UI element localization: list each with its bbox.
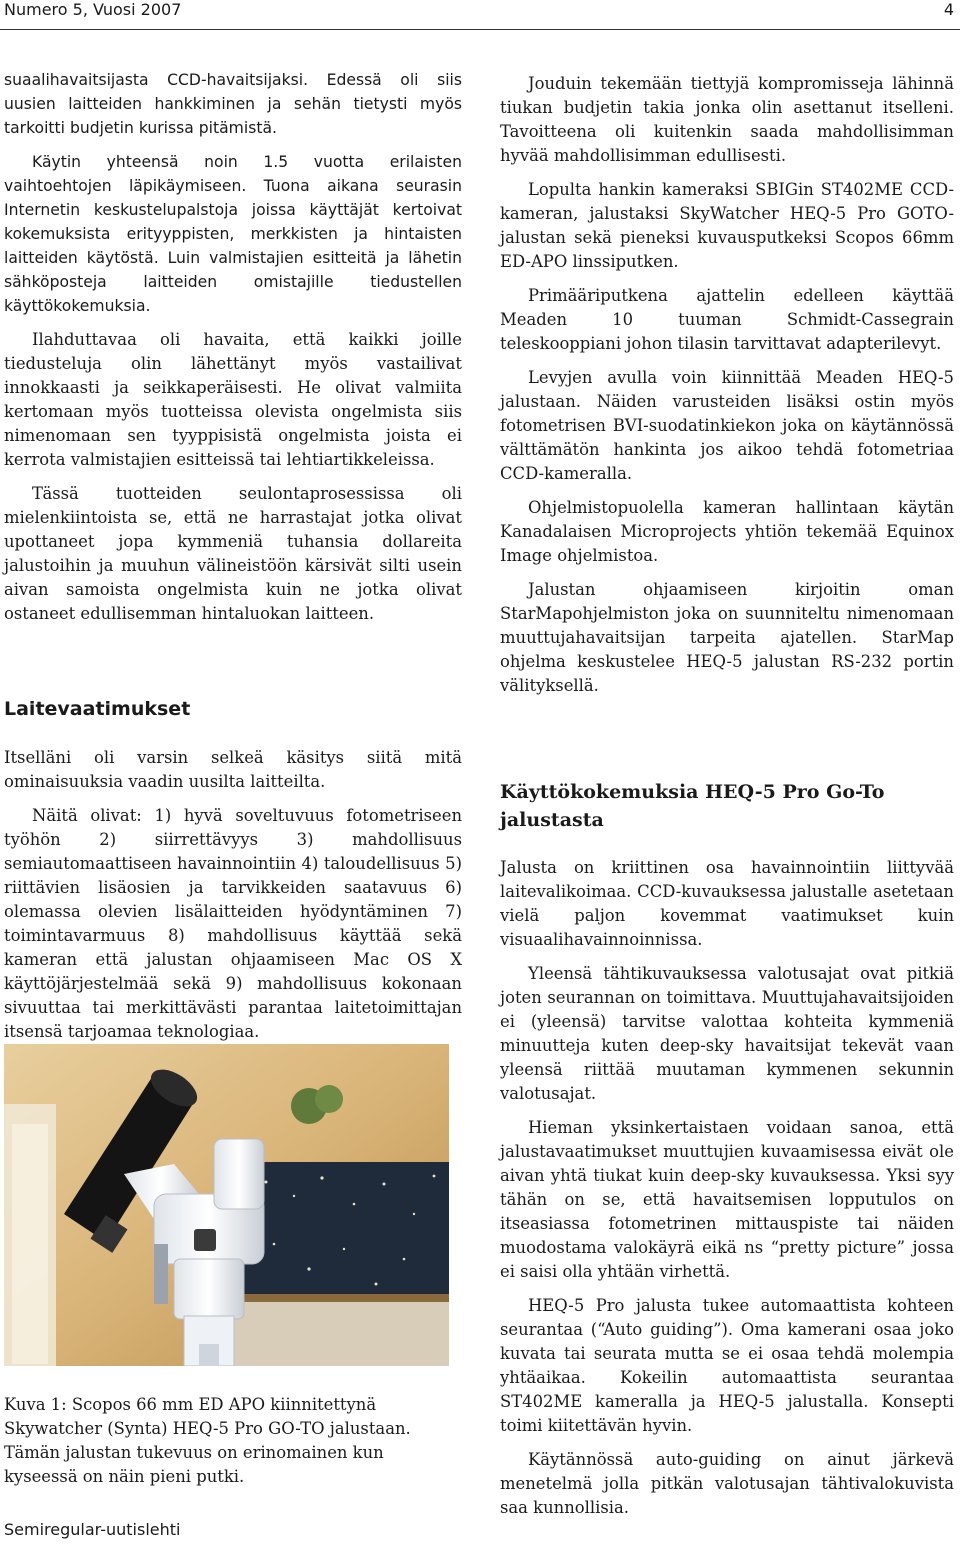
- paragraph: Tässä tuotteiden seulontaprosessissa oli mielenkiintoista se, että ne harrastajat jotka olivat upottaneet jopa kymmeniä tuhansia dollareita jalustoihin ja muuhun välineistöön kärsivät silti usein aivan samoista ongelmista kuin ne jotka olivat ostaneet edullisemman hintaluokan laitteen.: [4, 484, 462, 623]
- paragraph: Itselläni oli varsin selkeä käsitys siitä mitä ominaisuuksia vaadin uusilta laitteilta.: [4, 748, 462, 791]
- telescope-photo: [4, 1044, 449, 1366]
- paragraph: Levyjen avulla voin kiinnittää Meaden HEQ-5 jalustaan. Näiden varusteiden lisäksi ostin myös fotometrisen BVI-suodatinkiekon joka on käytännössä välttämätön hankinta jos aikoo tehdä fotometriaa CCD-kameralla.: [500, 368, 954, 483]
- figure-caption: [4, 1393, 462, 1499]
- paragraph: Käytin yhteensä noin 1.5 vuotta erilaisten vaihtoehtojen läpikäymiseen. Tuona aikana seurasin Internetin keskustelupalstoja joissa käyttäjät kertoivat kokemuksista erityyppisten, merkkisten ja hintaisten laitteiden käytöstä. Luin valmistajien esitteitä ja lähetin sähköposteja laitteiden omistajille tiedustellen käyttökokemuksia.: [4, 153, 462, 315]
- left-column: [4, 68, 462, 1054]
- right-column: [500, 72, 954, 1530]
- header-rule: [0, 29, 960, 30]
- section-heading-laitevaatimukset: Laitevaatimukset: [4, 698, 191, 720]
- paragraph: Jalustan ohjaamiseen kirjoitin oman StarMapohjelmiston joka on suunniteltu nimenomaan muuttujahavaitsijan tarpeita ajatellen. StarMap ohjelma keskustelee HEQ-5 jalustan RS-232 portin välityksellä.: [500, 580, 954, 695]
- paragraph: Ohjelmistopuolella kameran hallintaan käytän Kanadalaisen Microprojects yhtiön tekemää Equinox Image ohjelmistoa.: [500, 498, 954, 565]
- paragraph: Hieman yksinkertaistaen voidaan sanoa, että jalustavaatimukset muuttujien kuvaamisessa eivät ole aivan yhtä tiukat kuin deep-sky kuvauksessa. Yksi syy tähän on se, että havaitsemisen lopputulos on itseasiassa fotometrinen mittauspiste tai näiden muodostama valokäyrä eikä ns “pretty picture” jossa ei saisi olla yhtään virhettä.: [500, 1118, 954, 1281]
- footer-publication: Semiregular-uutislehti: [4, 1520, 181, 1539]
- issue-label: Numero 5, Vuosi 2007: [4, 0, 182, 19]
- running-header: [0, 0, 960, 24]
- page-number: 4: [943, 0, 954, 19]
- paragraph: Jalusta on kriittinen osa havainnointiin liittyvää laitevalikoimaa. CCD-kuvauksessa jalustalle asetetaan vielä paljon kovemmat vaatimukset kuin visuaalihavainnoinnissa.: [500, 858, 954, 949]
- telescope-photo-illustration: [4, 1044, 449, 1366]
- section-heading-kayttokokemuksia: Käyttökokemuksia HEQ-5 Pro Go-To jalustasta: [500, 781, 885, 831]
- paragraph: suaalihavaitsijasta CCD-havaitsijaksi. Edessä oli siis uusien laitteiden hankkiminen ja sehän tietysti myös tarkoitti budjetin kurissa pitämistä.: [4, 71, 462, 137]
- paragraph: Primääriputkena ajattelin edelleen käyttää Meaden 10 tuuman Schmidt-Cassegrain teleskooppiani johon tilasin tarvittavat adapterilevyt.: [500, 286, 954, 353]
- paragraph: Näitä olivat: 1) hyvä soveltuvuus fotometriseen työhön 2) siirrettävyys 3) mahdollisuus semiautomaattiseen havainnointiin 4) taloudellisuus 5) riittävien lisäosien ja tarvikkeiden saatavuus 6) olemassa olevien lisälaitteiden hyödyntäminen 7) toimintavarmuus 8) mahdollisuus käyttää sekä kameran että jalustan ohjaamiseen Mac OS X käyttöjärjestelmää sekä 9) mahdollisuus kokonaan sivuuttaa tai merkittävästi parantaa laitetoimittajan itsensä tarjoamaa teknologiaa.: [4, 806, 462, 1041]
- paragraph: Käytännössä auto-guiding on ainut järkevä menetelmä jolla pitkän valotusajan tähtivalokuvista saa kunnollisia.: [500, 1450, 954, 1517]
- paragraph: Ilahduttavaa oli havaita, että kaikki joille tiedusteluja olin lähettänyt myös vastailivat innokkaasti ja seikkaperäisesti. He olivat valmiita kertomaan myös tuotteissa olevista ongelmista siis nimenomaan sen tyyppisistä ongelmista joista ei kerrota valmistajien esitteissä tai lehtiartikkeleissa.: [4, 330, 462, 469]
- paragraph: Jouduin tekemään tiettyjä kompromisseja lähinnä tiukan budjetin takia jonka olin asettanut itselleni. Tavoitteena oli kuitenkin saada mahdollisimman hyvää mahdollisimman edullisesti.: [500, 74, 954, 165]
- paragraph: HEQ-5 Pro jalusta tukee automaattista kohteen seurantaa (“Auto guiding”). Oma kamerani osaa joko kuvata tai seurata mutta se ei osaa tehdä molempia yhtäaikaa. Kokeilin automaattista seurantaa ST402ME kameralla ja HEQ-5 jalustalla. Konsepti toimi kiitettävän hyvin.: [500, 1296, 954, 1435]
- paragraph: Yleensä tähtikuvauksessa valotusajat ovat pitkiä joten seurannan on toimittava. Muuttujahavaitsijoiden ei (yleensä) tarvitse valottaa kohteita kymmeniä minuutteja kuten deep-sky havaitsijat tekevät vaan yleensä riittää muutaman kymmenen sekunnin valotusajat.: [500, 964, 954, 1103]
- caption-text: Kuva 1: Scopos 66 mm ED APO kiinnitettynä Skywatcher (Synta) HEQ-5 Pro GO-TO jalustaan. Tämän jalustan tukevuus on erinomainen kun kyseessä on näin pieni putki.: [4, 1395, 411, 1486]
- paragraph: Lopulta hankin kameraksi SBIGin ST402ME CCD-kameran, jalustaksi SkyWatcher HEQ-5 Pro GOTO-jalustan sekä pieneksi kuvausputkeksi Scopos 66mm ED-APO linssiputken.: [500, 180, 954, 271]
